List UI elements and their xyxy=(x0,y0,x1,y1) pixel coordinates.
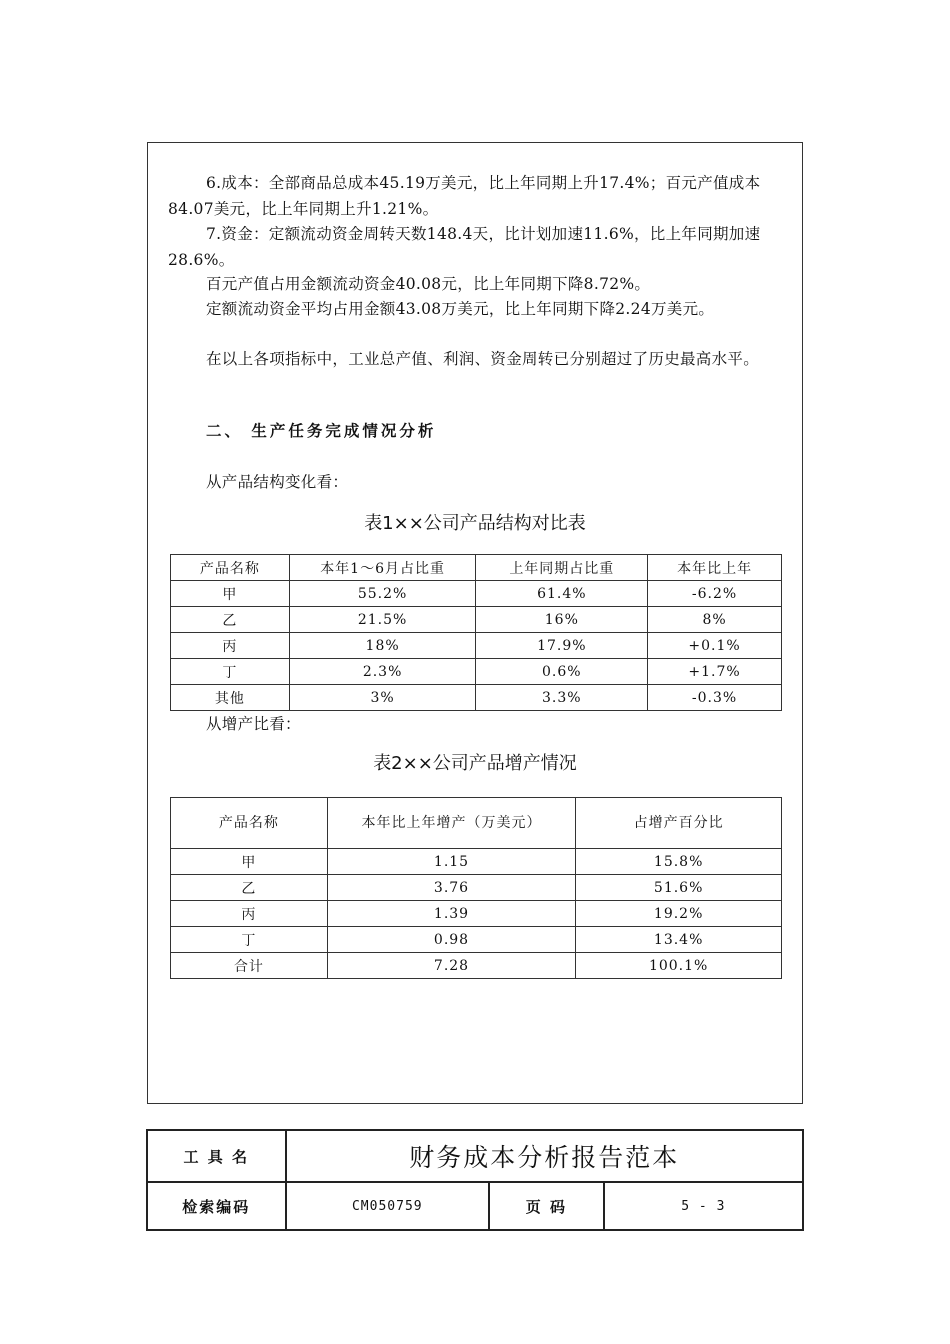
table-cell: 7.28 xyxy=(327,953,576,979)
table-cell: 61.4% xyxy=(476,581,648,607)
table-row xyxy=(171,633,782,659)
table-row xyxy=(171,875,782,901)
table-cell: +0.1% xyxy=(648,633,782,659)
column-header: 产品名称 xyxy=(171,798,328,849)
content-frame xyxy=(147,142,803,1104)
table-row xyxy=(171,953,782,979)
table-cell: 55.2% xyxy=(289,581,476,607)
footer-info-table xyxy=(146,1129,804,1231)
table-row xyxy=(171,901,782,927)
table-cell: 3.76 xyxy=(327,875,576,901)
table-cell: -6.2% xyxy=(648,581,782,607)
paragraph-funds: 7.资金：定额流动资金周转天数148.4天，比计划加速11.6%，比上年同期加速28.6%。 xyxy=(168,225,761,269)
column-header: 占增产百分比 xyxy=(576,798,782,849)
column-header: 本年1～6月占比重 xyxy=(289,555,476,581)
table2-caption: 表2××公司产品增产情况 xyxy=(373,753,577,774)
table-row xyxy=(171,927,782,953)
table-cell: 13.4% xyxy=(576,927,782,953)
column-header: 产品名称 xyxy=(171,555,290,581)
table-header-row xyxy=(171,798,782,849)
table-cell: 乙 xyxy=(171,607,290,633)
table-cell: 15.8% xyxy=(576,849,782,875)
index-code-label: 检索编码 xyxy=(147,1182,286,1230)
table-cell: 丙 xyxy=(171,901,328,927)
column-header: 上年同期占比重 xyxy=(476,555,648,581)
table-cell: 丙 xyxy=(171,633,290,659)
page-number-value: 5 - 3 xyxy=(604,1182,803,1230)
footer-row-index xyxy=(147,1182,803,1230)
table-cell: 17.9% xyxy=(476,633,648,659)
table-cell: 0.98 xyxy=(327,927,576,953)
table-cell: 16% xyxy=(476,607,648,633)
table-cell: 甲 xyxy=(171,581,290,607)
section-title: 二、 生产任务完成情况分析 xyxy=(206,422,437,440)
page-number-label: 页 码 xyxy=(489,1182,604,1230)
table-cell: 8% xyxy=(648,607,782,633)
tool-name-value: 财务成本分析报告范本 xyxy=(286,1130,803,1182)
table-cell: 51.6% xyxy=(576,875,782,901)
table-cell: -0.3% xyxy=(648,685,782,711)
table-row xyxy=(171,685,782,711)
paragraph-capital-per-output: 百元产值占用金额流动资金40.08元，比上年同期下降8.72%。 xyxy=(206,275,651,293)
product-structure-table xyxy=(170,554,782,711)
table-cell: 1.15 xyxy=(327,849,576,875)
table-cell: 0.6% xyxy=(476,659,648,685)
table-cell: 100.1% xyxy=(576,953,782,979)
table-cell: 乙 xyxy=(171,875,328,901)
paragraph-record-levels: 在以上各项指标中，工业总产值、利润、资金周转已分别超过了历史最高水平。 xyxy=(206,350,760,368)
table-cell: 19.2% xyxy=(576,901,782,927)
table-cell: 3.3% xyxy=(476,685,648,711)
table-cell: 21.5% xyxy=(289,607,476,633)
index-code-value: CM050759 xyxy=(286,1182,490,1230)
paragraph-cost: 6.成本：全部商品总成本45.19万美元，比上年同期上升17.4%；百元产值成本84.07美元，比上年同期上升1.21%。 xyxy=(168,174,761,218)
table-cell: 其他 xyxy=(171,685,290,711)
table-header-row xyxy=(171,555,782,581)
column-header: 本年比上年增产（万美元） xyxy=(327,798,576,849)
table-row xyxy=(171,581,782,607)
table-cell: 合计 xyxy=(171,953,328,979)
column-header: 本年比上年 xyxy=(648,555,782,581)
table-row xyxy=(171,849,782,875)
table-cell: 丁 xyxy=(171,927,328,953)
table-row xyxy=(171,607,782,633)
tool-name-label: 工 具 名 xyxy=(147,1130,286,1182)
table-cell: +1.7% xyxy=(648,659,782,685)
footer-row-tool xyxy=(147,1130,803,1182)
table-cell: 18% xyxy=(289,633,476,659)
table-cell: 甲 xyxy=(171,849,328,875)
table-cell: 丁 xyxy=(171,659,290,685)
intro-increase: 从增产比看： xyxy=(206,715,301,733)
table-cell: 2.3% xyxy=(289,659,476,685)
table-row xyxy=(171,659,782,685)
table-cell: 1.39 xyxy=(327,901,576,927)
paragraph-average-capital: 定额流动资金平均占用金额43.08万美元，比上年同期下降2.24万美元。 xyxy=(206,300,715,318)
table1-caption: 表1××公司产品结构对比表 xyxy=(364,513,586,534)
intro-product-structure: 从产品结构变化看： xyxy=(206,473,349,491)
product-increase-table xyxy=(170,797,782,979)
table-cell: 3% xyxy=(289,685,476,711)
